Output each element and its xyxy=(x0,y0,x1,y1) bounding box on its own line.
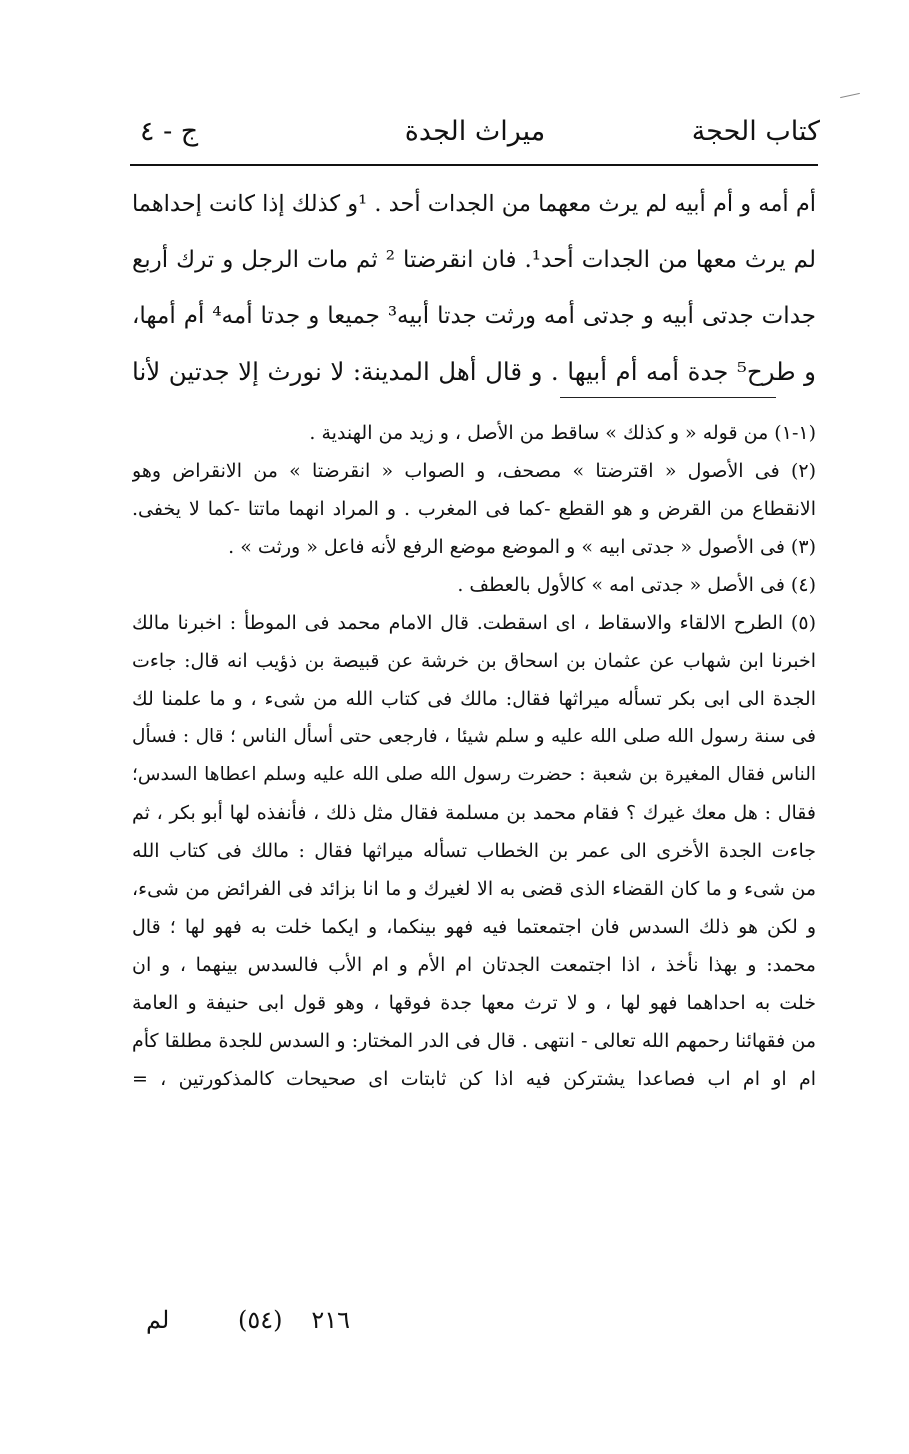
footnotes xyxy=(132,414,816,1098)
chapter-title: ميراث الجدة xyxy=(404,116,546,147)
footnote-line: (١-١) من قوله « و كذلك » ساقط من الأصل ، و زيد من الهندية . xyxy=(309,422,816,444)
footnote-line: (٢) فى الأصول « اقترضتا » مصحف، و الصواب « انقرضتا » من الانقراض وهو xyxy=(132,460,816,482)
footnote-line: فى سنة رسول الله صلى الله عليه و سلم شيئا ، فارجعى حتى أسأل الناس ؛ قال : فسأل xyxy=(132,726,816,747)
footnote-line: محمد: و بهذا نأخذ ، اذا اجتمعت الجدتان ام الأم و ام الأب فالسدس بينهما ، و ان xyxy=(132,954,816,976)
book-title: كتاب الحجة xyxy=(691,116,820,147)
footnote-separator xyxy=(560,397,776,398)
footnote-line: من شىء و ما كان القضاء الذى قضى به الا لغيرك و ما انا بزائد فى الفرائض من شىء، xyxy=(132,878,816,900)
main-text-line: و طرح⁵ جدة أمه أم أبيها . و قال أهل المدينة: لا نورث إلا جدتين لأنا xyxy=(132,357,816,386)
main-text-line: أم أمه و أم أبيه لم يرث معهما من الجدات أحد . ¹و كذلك إذا كانت إحداهما xyxy=(132,191,816,217)
footnote-line: (٤) فى الأصل « جدتى امه » كالأول بالعطف . xyxy=(457,574,816,596)
main-text-line: لم يرث معها من الجدات أحد¹. فان انقرضتا ² ثم مات الرجل و ترك أربع xyxy=(132,247,816,273)
page-number: ٢١٦ xyxy=(311,1306,350,1334)
footnote-line: اخبرنا ابن شهاب عن عثمان بن اسحاق بن خرشة عن قبيصة بن ذؤيب انه قال: جاءت xyxy=(132,650,816,672)
volume-label: ج - ٤ xyxy=(140,116,199,147)
footnote-line: ام او ام اب فصاعدا يشتركن فيه اذا كن ثابتات اى صحيحات كالمذكورتين ، = xyxy=(132,1068,816,1090)
footnote-line: و لكن هو ذلك السدس فان اجتمعتما فيه فهو بينكما، و ايكما خلت به فهو لها ؛ قال xyxy=(132,916,816,938)
page-header xyxy=(130,112,820,166)
footnote-line: جاءت الجدة الأخرى الى عمر بن الخطاب تسأله ميراثها فقال : مالك فى كتاب الله xyxy=(132,840,816,862)
footnote-line: الناس فقال المغيرة بن شعبة : حضرت رسول الله صلى الله عليه وسلم اعطاها السدس؛ xyxy=(132,764,816,785)
page-footer xyxy=(130,1300,820,1344)
footnote-line: الجدة الى ابى بكر تسأله ميراثها فقال: مالك فى كتاب الله من شىء ، و ما علمنا لك xyxy=(132,688,816,710)
footnote-line: فقال : هل معك غيرك ؟ فقام محمد بن مسلمة فقال مثل ذلك ، فأنفذه لها أبو بكر ، ثم xyxy=(132,802,816,824)
footnote-line: (٥) الطرح الالقاء والاسقاط ، اى اسقطت. قال الامام محمد فى الموطأ : اخبرنا مالك xyxy=(132,612,816,634)
header-rule xyxy=(130,164,818,166)
footnote-line: من فقهائنا رحمهم الله تعالى - انتهى . قال فى الدر المختار: و السدس للجدة مطلقا كأم xyxy=(132,1030,816,1052)
signature-mark: (٥٤) xyxy=(238,1306,283,1334)
main-text xyxy=(132,176,816,400)
footnote-line: (٣) فى الأصول « جدتى ابيه » و الموضع موضع الرفع لأنه فاعل « ورثت » . xyxy=(228,536,816,558)
footnote-line: خلت به احداهما فهو لها ، و لا ترث معها جدة فوقها ، وهو قول ابى حنيفة و العامة xyxy=(132,992,816,1014)
footnote-line: الانقطاع من القرض و هو القطع -كما فى المغرب . و المراد انهما ماتتا -كما لا يخفى. xyxy=(132,498,816,520)
main-text-line: جدات جدتى أبيه و جدتى أمه ورثت جدتا أبيه³ جميعا و جدتا أمه⁴ أم أمها، xyxy=(132,303,816,329)
catchword: لم xyxy=(146,1306,170,1334)
stray-mark xyxy=(840,93,860,98)
